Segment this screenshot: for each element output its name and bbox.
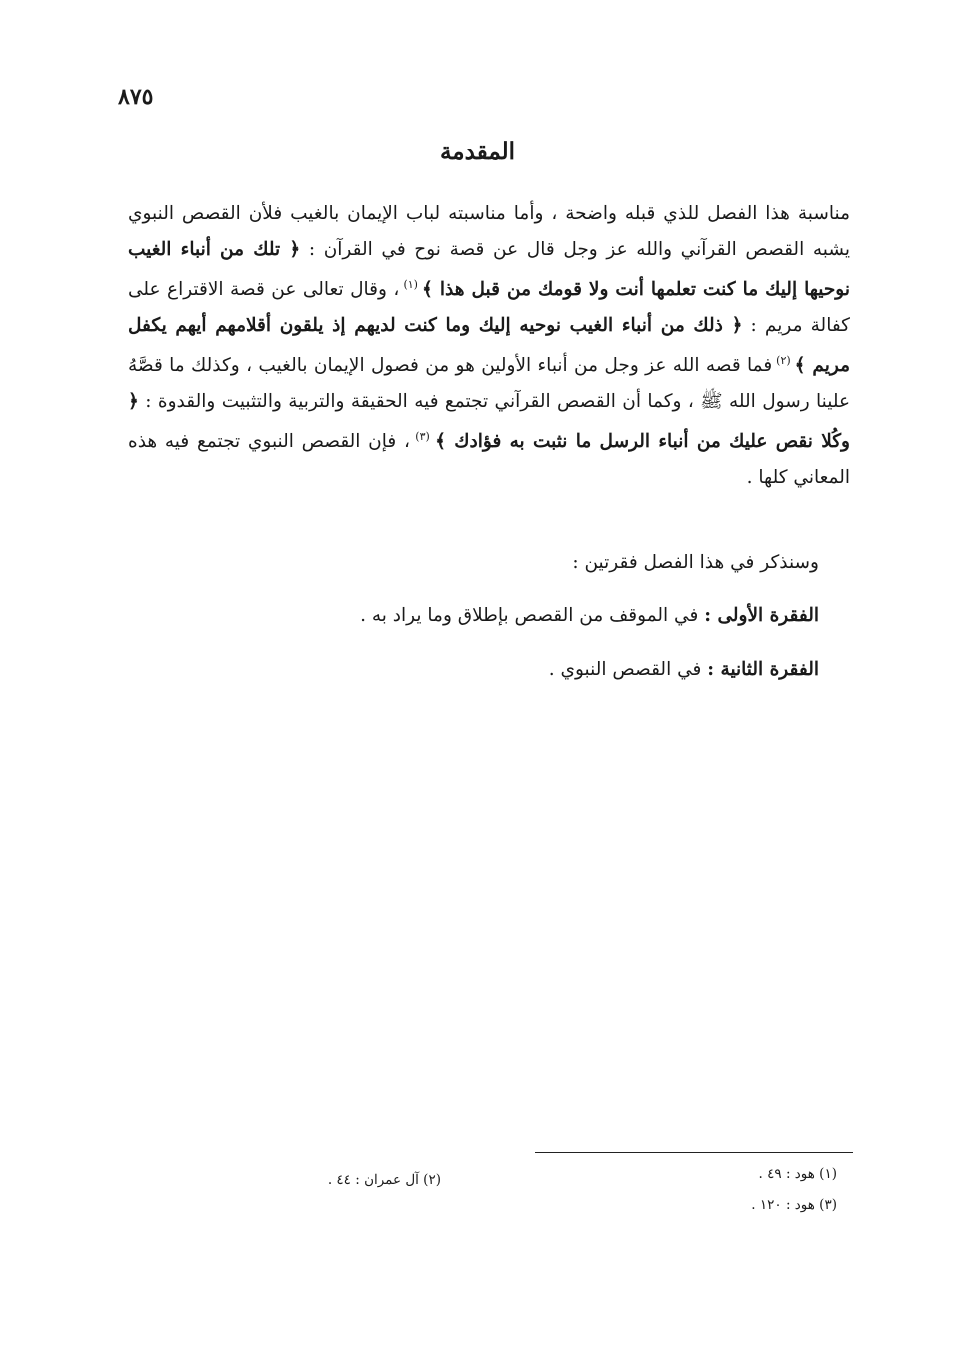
footnote-ref: (٢) — [772, 354, 795, 368]
item-label: الفقرة الثانية : — [707, 659, 819, 680]
paragraph-text: ، فإن القصص النبوي تجتمع فيه هذه المعاني كلها . — [128, 431, 850, 488]
list-item — [549, 655, 819, 685]
footnote-ref: (١) — [399, 278, 423, 291]
section-intro: وسنذكر في هذا الفصل فقرتين : — [572, 552, 819, 573]
footnote: (١) هود : ٤٩ . — [758, 1166, 837, 1182]
paragraph-text: ، وقال تعالى عن قصة الاقتراع على كفالة مريم : — [128, 279, 850, 336]
chapter-title: المقدمة — [439, 138, 516, 165]
footnote: (٢) آل عمران : ٤٤ . — [327, 1172, 441, 1188]
intro-paragraph — [128, 196, 850, 495]
footnote-ref: (٣) — [409, 430, 436, 444]
item-text: في الموقف من القصص بإطلاق وما يراد به . — [360, 605, 705, 626]
paragraph-text: فما قصه الله عز وجل من أنباء الأولين هو من فصول الإيمان بالغيب ، وكذلك ما قصَّهُ علينا رسول الله ﷺ ، وكما أن القصص القرآني تجتمع فيه الحقيقة والتربية والتثبيت والقدوة : — [128, 355, 850, 412]
quran-verse: ﴿ تلك من أنباء الغيب نوحيها إليك ما كنت تعلمها أنت ولا قومك من قبل هذا ﴾ — [128, 238, 850, 301]
footnote: (٣) هود : ١٢٠ . — [751, 1197, 837, 1213]
quran-verse: ﴿ وكُلا نقص عليك من أنباء الرسل ما نثبت به فؤادك ﴾ — [128, 390, 850, 453]
page-number: ٨٧٥ — [118, 84, 154, 110]
list-item — [360, 601, 819, 631]
item-label: الفقرة الأولى : — [704, 605, 819, 626]
paragraph-text: مناسبة هذا الفصل للذي قبله واضحة ، وأما مناسبته لباب الإيمان بالغيب فلأن القصص النبوي يشبه القصص القرآني والله عز وجل قال عن قصة نوح في القرآن : — [128, 203, 851, 260]
item-text: في القصص النبوي . — [548, 659, 708, 680]
quran-verse: ﴿ ذلك من أنباء الغيب نوحيه إليك وما كنت لديهم إذ يلقون أقلامهم أيهم يكفل مريم ﴾ — [128, 314, 851, 377]
footnote-separator — [535, 1152, 853, 1153]
